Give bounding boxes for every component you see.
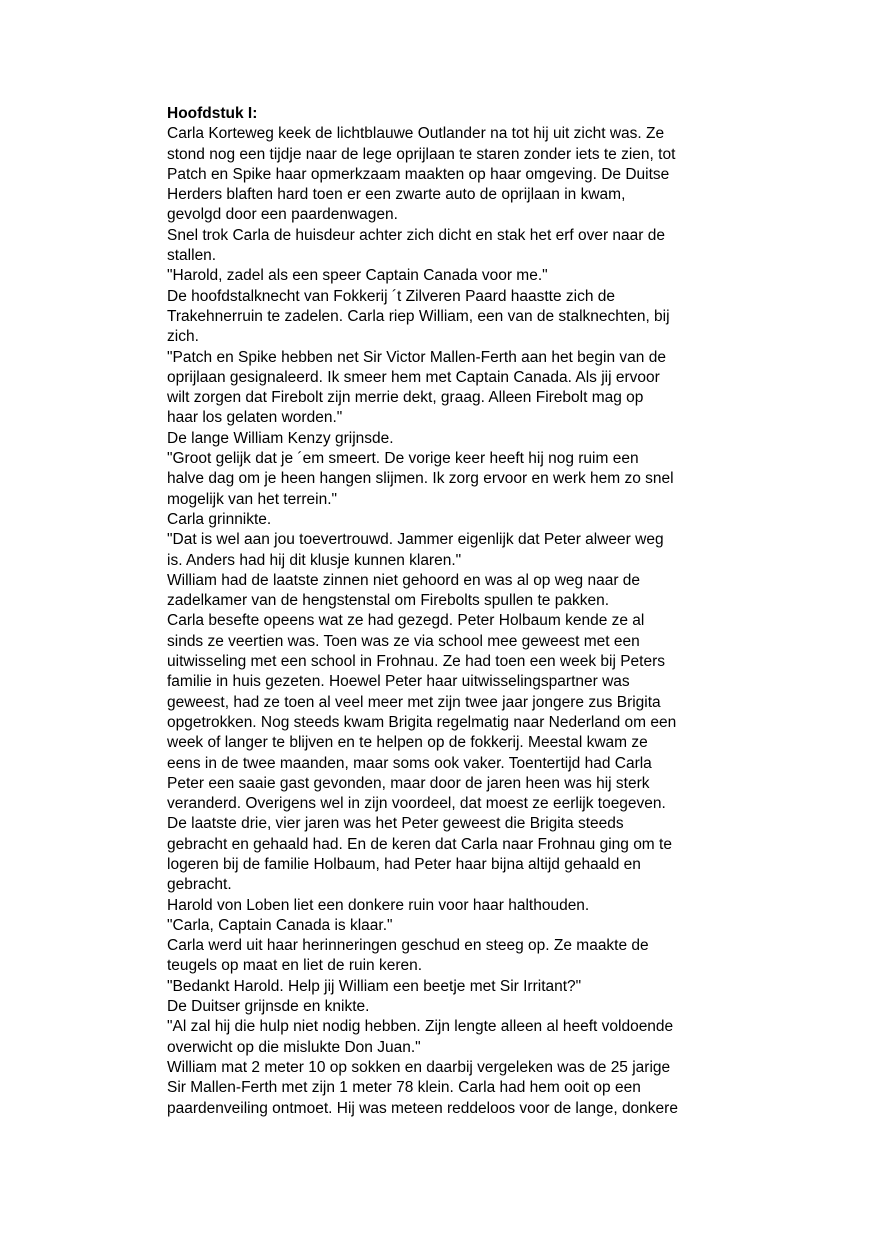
text-line: teugels op maat en liet de ruin keren. [167, 957, 423, 975]
text-line: wilt zorgen dat Firebolt zijn merrie dekt, graag. Alleen Firebolt mag op [167, 389, 644, 407]
text-line: haar los gelaten worden." [167, 409, 343, 427]
text-line: gevolgd door een paardenwagen. [167, 206, 398, 224]
text-line: De laatste drie, vier jaren was het Peter geweest die Brigita steeds [167, 815, 624, 833]
text-line: William had de laatste zinnen niet gehoord en was al op weg naar de [167, 571, 641, 589]
text-line: halve dag om je heen hangen slijmen. Ik zorg ervoor en werk hem zo snel [167, 470, 674, 488]
text-block [167, 104, 757, 1119]
text-line: De Duitser grijnsde en knikte. [167, 998, 370, 1016]
text-line: "Dat is wel aan jou toevertrouwd. Jammer eigenlijk dat Peter alweer weg [167, 531, 664, 549]
text-line: Carla Korteweg keek de lichtblauwe Outlander na tot hij uit zicht was. Ze [167, 125, 665, 143]
text-line: Carla werd uit haar herinneringen geschud en steeg op. Ze maakte de [167, 937, 649, 955]
text-line: Snel trok Carla de huisdeur achter zich dicht en stak het erf over naar de [167, 226, 665, 244]
text-line: paardenveiling ontmoet. Hij was meteen reddeloos voor de lange, donkere [167, 1099, 678, 1117]
text-line: zadelkamer van de hengstenstal om Firebolts spullen te pakken. [167, 592, 609, 610]
text-line: De lange William Kenzy grijnsde. [167, 429, 394, 447]
text-line: Herders blaften hard toen er een zwarte auto de oprijlaan in kwam, [167, 186, 626, 204]
text-line: sinds ze veertien was. Toen was ze via school mee geweest met een [167, 632, 640, 650]
text-line: gebracht en gehaald had. En de keren dat Carla naar Frohnau ging om te [167, 835, 672, 853]
text-line: eens in de twee maanden, maar soms ook vaker. Toentertijd had Carla [167, 754, 652, 772]
text-line: De hoofdstalknecht van Fokkerij ´t Zilveren Paard haastte zich de [167, 287, 616, 305]
text-line: logeren bij de familie Holbaum, had Peter haar bijna altijd gehaald en [167, 855, 641, 873]
text-line: uitwisseling met een school in Frohnau. Ze had toen een week bij Peters [167, 653, 666, 671]
text-line: geweest, had ze toen al veel meer met zijn twee jaar jongere zus Brigita [167, 693, 661, 711]
text-line: "Patch en Spike hebben net Sir Victor Mallen-Ferth aan het begin van de [167, 348, 666, 366]
text-line: stond nog een tijdje naar de lege oprijlaan te staren zonder iets te zien, tot [167, 145, 676, 163]
text-line: Carla grinnikte. [167, 510, 272, 528]
text-line: Peter een saaie gast gevonden, maar door de jaren heen was hij sterk [167, 774, 650, 792]
text-line: veranderd. Overigens wel in zijn voordeel, dat moest ze eerlijk toegeven. [167, 795, 666, 813]
text-line: "Carla, Captain Canada is klaar." [167, 916, 393, 934]
text-line: William mat 2 meter 10 op sokken en daarbij vergeleken was de 25 jarige [167, 1058, 671, 1076]
text-line: Carla besefte opeens wat ze had gezegd. Peter Holbaum kende ze al [167, 612, 645, 630]
text-line: gebracht. [167, 876, 232, 894]
text-line: "Groot gelijk dat je ´em smeert. De vorige keer heeft hij nog ruim een [167, 450, 639, 468]
text-line: Sir Mallen-Ferth met zijn 1 meter 78 klein. Carla had hem ooit op een [167, 1079, 641, 1097]
text-line: "Harold, zadel als een speer Captain Canada voor me." [167, 267, 548, 285]
chapter-heading: Hoofdstuk I: [167, 105, 258, 122]
text-line: is. Anders had hij dit klusje kunnen klaren." [167, 551, 462, 569]
text-line: "Bedankt Harold. Help jij William een beetje met Sir Irritant?" [167, 977, 582, 995]
text-line: mogelijk van het terrein." [167, 490, 338, 508]
text-line: "Al zal hij die hulp niet nodig hebben. Zijn lengte alleen al heeft voldoende [167, 1018, 674, 1036]
body-text [167, 124, 757, 1119]
text-line: Patch en Spike haar opmerkzaam maakten op haar omgeving. De Duitse [167, 165, 670, 183]
text-line: oprijlaan gesignaleerd. Ik smeer hem met Captain Canada. Als jij ervoor [167, 368, 660, 386]
text-line: opgetrokken. Nog steeds kwam Brigita regelmatig naar Nederland om een [167, 713, 677, 731]
text-line: zich. [167, 328, 199, 346]
text-line: stallen. [167, 247, 217, 265]
text-line: Trakehnerruin te zadelen. Carla riep William, een van de stalknechten, bij [167, 307, 670, 325]
text-line: week of langer te blijven en te helpen op de fokkerij. Meestal kwam ze [167, 734, 648, 752]
text-line: familie in huis gezeten. Hoewel Peter haar uitwisselingspartner was [167, 673, 630, 691]
text-line: overwicht op die mislukte Don Juan." [167, 1038, 421, 1056]
text-line: Harold von Loben liet een donkere ruin voor haar halthouden. [167, 896, 590, 914]
